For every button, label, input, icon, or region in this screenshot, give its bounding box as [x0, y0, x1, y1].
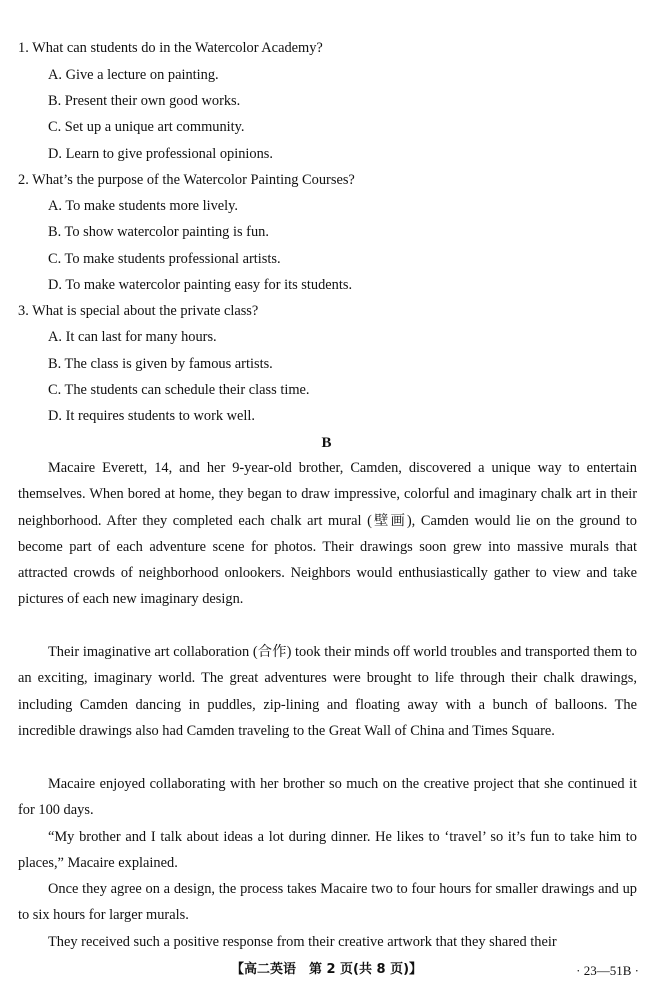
question-1-option-b: B. Present their own good works. — [48, 93, 241, 109]
passage-paragraph-2: Their imaginative art collaboration (合作) took their minds off world troubles and transported them to an exciting, imaginary world. The great adventures were brought to life through their chalk drawings, including Camden dancing in puddles, zip-lining and floating away with a bunch of balloons. The incredible drawings also had Camden traveling to the Great Wall of China and Times Square. — [18, 644, 637, 739]
question-3-option-c: C. The students can schedule their class time. — [48, 382, 310, 398]
page-footer-title: 【高二英语 第 2 页(共 8 页)】 — [230, 962, 423, 977]
question-1-option-c: C. Set up a unique art community. — [48, 119, 245, 135]
question-2-option-a: A. To make students more lively. — [48, 198, 239, 214]
passage-paragraph-3: Macaire enjoyed collaborating with her brother so much on the creative project that she continued it for 100 days. — [18, 776, 637, 819]
question-3-option-d: D. It requires students to work well. — [48, 408, 256, 424]
question-1-option-d: D. Learn to give professional opinions. — [48, 146, 274, 162]
passage-paragraph-4: “My brother and I talk about ideas a lot during dinner. He likes to ‘travel’ so it’s fun to take him to places,” Macaire explained. — [18, 829, 637, 872]
question-2-option-c: C. To make students professional artists. — [48, 251, 281, 267]
page-footer-code: · 23—51B · — [576, 963, 639, 978]
question-2-option-b: B. To show watercolor painting is fun. — [48, 224, 269, 240]
passage-paragraph-1: Macaire Everett, 14, and her 9-year-old brother, Camden, discovered a unique way to entertain themselves. When bored at home, they began to draw impressive, colorful and imaginary chalk art in their neighborhood. After they completed each chalk art mural (壁画), Camden would lie on the ground to become part of each adventure scene for photos. Their drawings soon grew into massive murals that attracted crowds of neighborhood onlookers. Neighbors would enthusiastically gather to view and take pictures of each new imaginary design. — [18, 460, 637, 608]
passage-paragraph-6: They received such a positive response from their creative artwork that they shared their — [48, 934, 557, 950]
passage-paragraph-5: Once they agree on a design, the process takes Macaire two to four hours for smaller drawings and up to six hours for larger murals. — [18, 881, 637, 924]
question-1-stem: 1. What can students do in the Watercolor Academy? — [18, 40, 323, 56]
question-2-option-d: D. To make watercolor painting easy for its students. — [48, 277, 353, 293]
question-2-stem: 2. What’s the purpose of the Watercolor Painting Courses? — [18, 172, 355, 188]
section-heading: B — [321, 435, 332, 451]
question-1-option-a: A. Give a lecture on painting. — [48, 67, 219, 83]
question-3-option-b: B. The class is given by famous artists. — [48, 356, 273, 372]
question-3-stem: 3. What is special about the private class? — [18, 303, 259, 319]
question-3-option-a: A. It can last for many hours. — [48, 329, 217, 345]
